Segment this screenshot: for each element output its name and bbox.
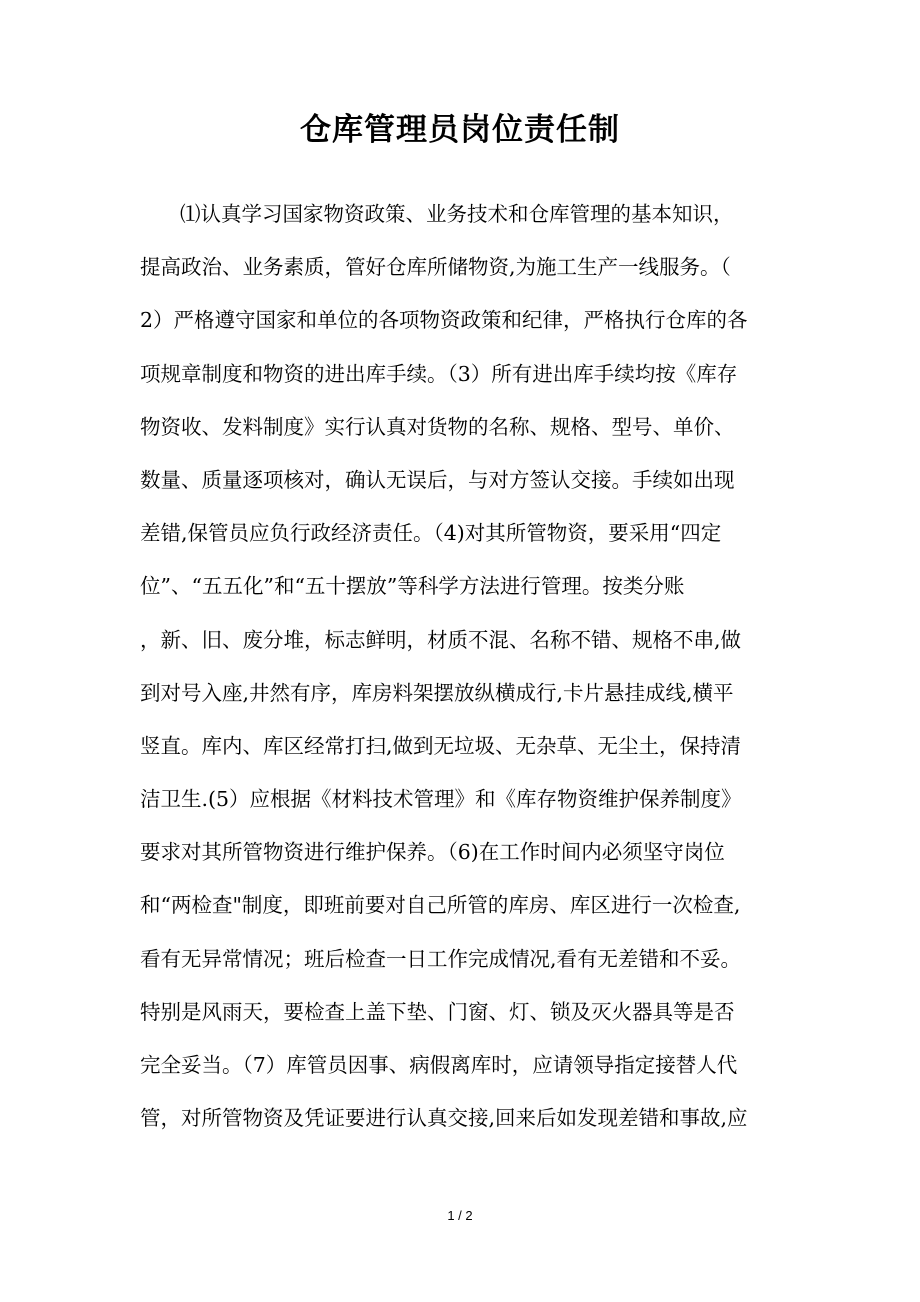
body-line: ，新、旧、废分堆，标志鲜明，材质不混、名称不错、规格不串,做 [140, 627, 742, 652]
body-line: 2）严格遵守国家和单位的各项物资政策和纪律，严格执行仓库的各 [140, 308, 748, 333]
body-line: 提高政治、业务素质，管好仓库所储物资,为施工生产一线服务。（ [140, 255, 731, 280]
body-line: 管，对所管物资及凭证要进行认真交接,回来后如发现差错和事故,应 [140, 1106, 748, 1131]
body-line: ⑴认真学习国家物资政策、业务技术和仓库管理的基本知识， [180, 202, 734, 226]
body-line: 差错,保管员应负行政经济责任。（4)对其所管物资，要采用“四定 [140, 521, 722, 546]
body-line: 位”、“五五化”和“五十摆放”等科学方法进行管理。按类分账 [140, 574, 685, 599]
body-line: 特别是风雨天，要检查上盖下垫、门窗、灯、锁及灭火器具等是否 [140, 999, 735, 1024]
body-line: 和“两检查"制度，即班前要对自己所管的库房、库区进行一次检查, [140, 893, 741, 918]
document-title: 仓库管理员岗位责任制 [300, 112, 620, 148]
body-line: 物资收、发料制度》实行认真对货物的名称、规格、型号、单价、 [140, 414, 735, 439]
body-line: 完全妥当。（7）库管员因事、病假离库时，应请领导指定接替人代 [140, 1053, 738, 1077]
body-line: 洁卫生.(5）应根据《材料技术管理》和《库存物资维护保养制度》 [140, 787, 742, 812]
body-line: 数量、质量逐项核对，确认无误后，与对方签认交接。手续如出现 [140, 467, 735, 492]
page-number: 1 / 2 [447, 1208, 473, 1223]
body-line: 到对号入座,井然有序，库房料架摆放纵横成行,卡片悬挂成线,横平 [140, 680, 734, 705]
body-line: 竖直。库内、库区经常打扫,做到无垃圾、无杂草、无尘土，保持清 [140, 733, 742, 758]
body-line: 项规章制度和物资的进出库手续。（3）所有进出库手续均按《库存 [140, 361, 738, 386]
document-body [140, 188, 790, 1145]
body-line: 要求对其所管物资进行维护保养。（6)在工作时间内必须坚守岗位 [140, 840, 725, 865]
body-line: 看有无异常情况；班后检查一日工作完成情况,看有无差错和不妥。 [140, 946, 742, 971]
